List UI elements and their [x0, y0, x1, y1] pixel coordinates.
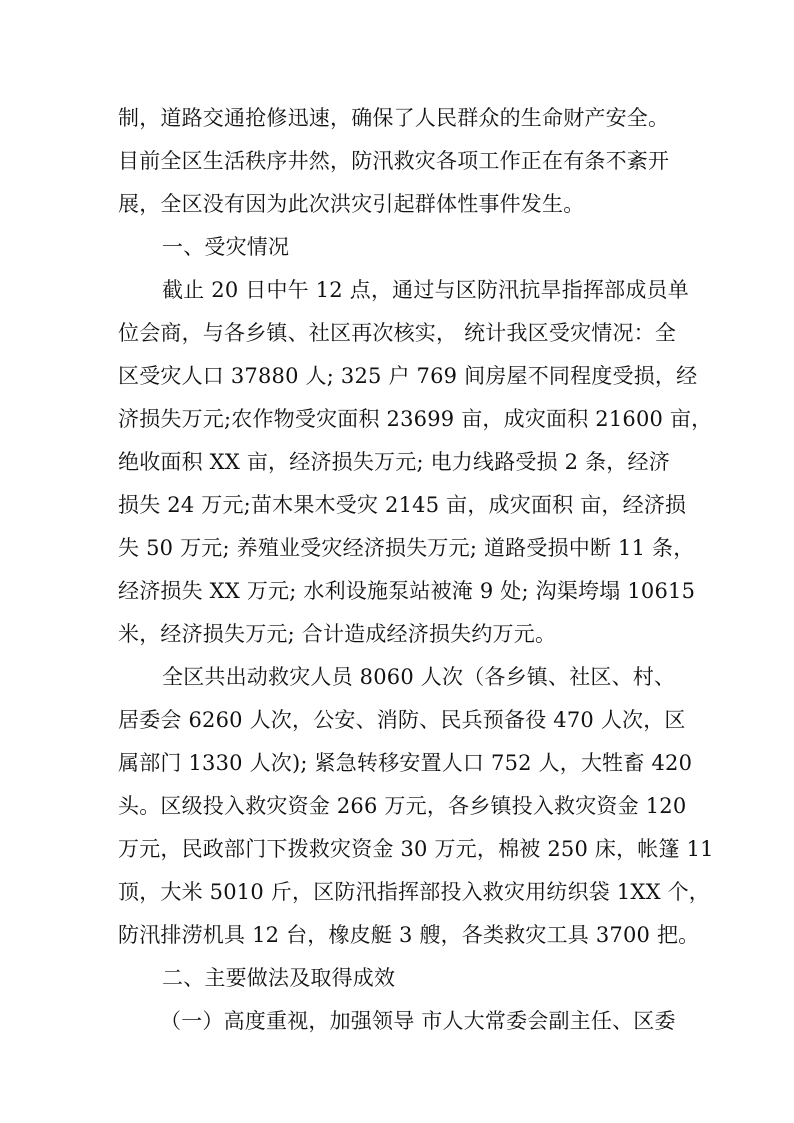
body-text-line: 万元，民政部门下拨救灾资金 30 万元，棉被 250 床，帐篷 11 [118, 837, 714, 861]
section-heading: 一、受灾情况 [162, 235, 290, 259]
body-text-line: 顶，大米 5010 斤，区防汛指挥部投入救灾用纺织袋 1XX 个， [118, 880, 711, 904]
section-heading: 二、主要做法及取得成效 [162, 966, 396, 990]
body-text-line: 位会商，与各乡镇、社区再次核实， 统计我区受灾情况：全 [118, 321, 677, 345]
body-text-line: 米，经济损失万元; 合计造成经济损失约万元。 [118, 622, 557, 646]
body-text-line: 区受灾人口 37880 人; 325 户 769 间房屋不同程度受损，经 [118, 364, 698, 388]
body-text-line: 截止 20 日中午 12 点，通过与区防汛抗旱指挥部成员单 [162, 278, 689, 302]
body-text-line: 目前全区生活秩序井然，防汛救灾各项工作正在有条不紊开 [118, 149, 670, 173]
body-text-line: 头。区级投入救灾资金 266 万元，各乡镇投入救灾资金 120 [118, 794, 687, 818]
body-text-line: 全区共出动救灾人员 8060 人次（各乡镇、社区、村、 [162, 665, 676, 689]
body-text-line: 失 50 万元; 养殖业受灾经济损失万元; 道路受损中断 11 条， [118, 536, 695, 560]
body-text-line: 防汛排涝机具 12 台，橡皮艇 3 艘，各类救灾工具 3700 把。 [118, 923, 700, 947]
body-text-line: 经济损失 XX 万元; 水利设施泵站被淹 9 处; 沟渠垮塌 10615 [118, 579, 696, 603]
body-text-line: 居委会 6260 人次，公安、消防、民兵预备役 470 人次，区 [118, 708, 686, 732]
body-text-line: 损失 24 万元;苗木果木受灾 2145 亩，成灾面积 亩，经济损 [118, 493, 687, 517]
body-text-line: 制，道路交通抢修迅速，确保了人民群众的生命财产安全。 [118, 106, 670, 130]
body-text-line: 展，全区没有因为此次洪灾引起群体性事件发生。 [118, 192, 585, 216]
body-text-line: 绝收面积 XX 亩，经济损失万元; 电力线路受损 2 条，经济 [118, 450, 670, 474]
body-text-line: 属部门 1330 人次); 紧急转移安置人口 752 人，大牲畜 420 [118, 751, 693, 775]
subsection-heading: （一）高度重视，加强领导 市人大常委会副主任、区委 [160, 1009, 676, 1033]
body-text-line: 济损失万元;农作物受灾面积 23699 亩，成灾面积 21600 亩， [118, 407, 713, 431]
